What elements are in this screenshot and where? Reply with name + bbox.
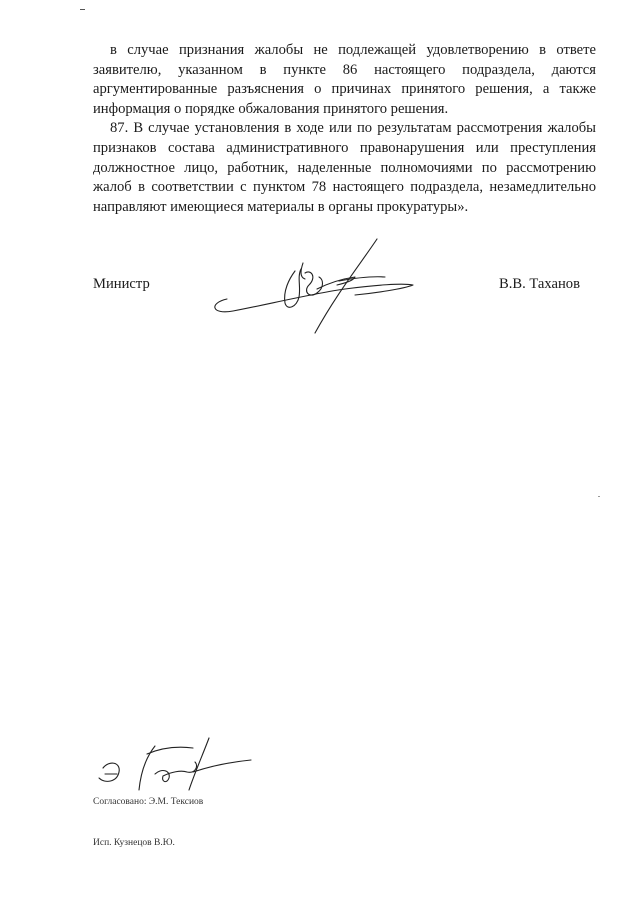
executor-note: Исп. Кузнецов В.Ю. xyxy=(93,838,175,848)
approval-note: Согласовано: Э.М. Тексиов xyxy=(93,797,204,807)
approval-signature xyxy=(85,732,255,797)
scan-mark xyxy=(80,9,85,10)
signer-name: В.В. Таханов xyxy=(498,276,580,292)
scan-speck xyxy=(598,496,600,497)
signer-role: Министр xyxy=(93,276,150,292)
document-body xyxy=(93,41,596,217)
paragraph-87: 87. В случае установления в ходе или по результатам рассмотрения жалобы признаков состава административного правонарушения или преступления должностное лицо, работник, наделенные полномочиями по рассмотрению жалоб в соответствии с пунктом 78 настоящего подраздела, незамедлительно направляют имеющиеся материалы в органы прокуратуры». xyxy=(93,120,596,215)
paragraph-complaint-rejection: в случае признания жалобы не подлежащей удовлетворению в ответе заявителю, указанном в пункте 86 настоящего подраздела, даются аргументированные разъяснения о причинах принятого решения, а также информация о порядке обжалования принятого решения. xyxy=(93,42,596,117)
minister-signature xyxy=(205,233,420,348)
